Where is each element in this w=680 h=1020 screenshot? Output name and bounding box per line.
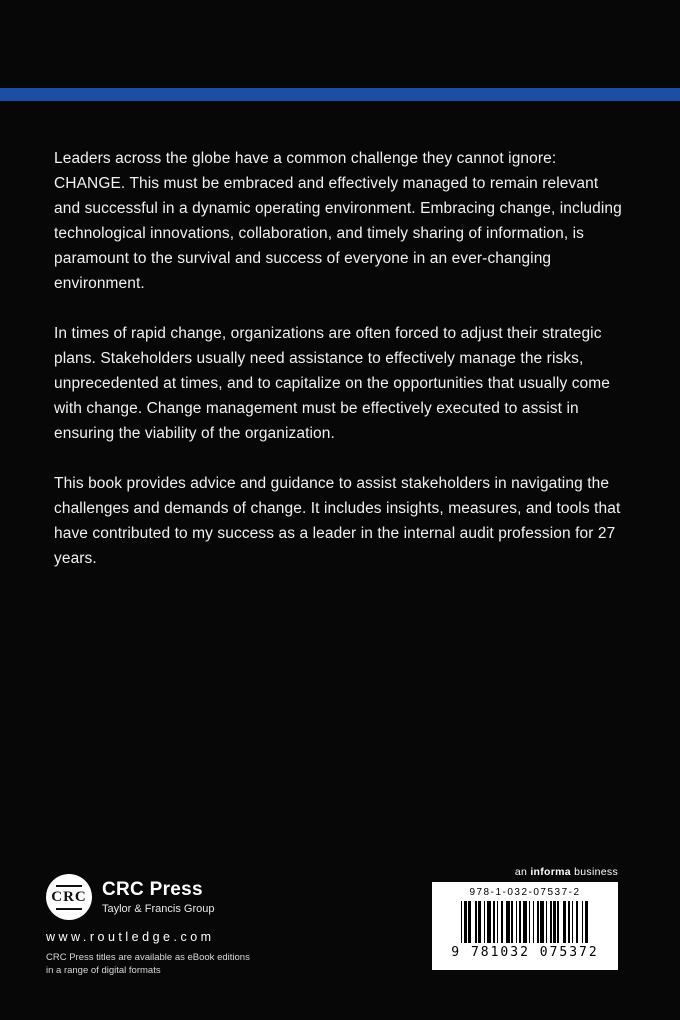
crc-press-logo-icon <box>46 874 92 920</box>
publisher-tagline: Taylor & Francis Group <box>102 902 215 915</box>
isbn-number: 978-1-032-07537-2 <box>469 887 581 898</box>
publisher-block <box>46 874 306 978</box>
logo-rule-top <box>56 885 82 887</box>
isbn-barcode <box>432 882 618 970</box>
ebook-note-line-1: CRC Press titles are available as eBook editions <box>46 952 250 963</box>
informa-business-line <box>515 866 618 878</box>
back-cover-blurb <box>54 146 628 596</box>
ebook-note-line-2: in a range of digital formats <box>46 964 161 976</box>
barcode-bars <box>441 901 609 943</box>
blurb-paragraph-1: Leaders across the globe have a common challenge they cannot ignore: CHANGE. This must be embraced and effectively managed to remain relevant and successful in a dynamic operating environment. Embracing change, including technological innovations, collaboration, and timely sharing of information, is paramount to the survival and success of everyone in an ever-changing environment. <box>54 150 622 292</box>
logo-text: CRC <box>51 888 87 905</box>
publisher-website: www.routledge.com <box>46 930 215 944</box>
publisher-names <box>102 879 214 915</box>
publisher-name: CRC Press <box>102 878 203 900</box>
informa-brand: informa <box>530 866 571 878</box>
informa-suffix: business <box>570 866 618 878</box>
blurb-paragraph-3: This book provides advice and guidance to assist stakeholders in navigating the challenges and demands of change. It includes insights, measures, and tools that have contributed to my success as a leader in the internal audit profession for 27 years. <box>54 475 621 567</box>
barcode-digits: 9 781032 075372 <box>451 945 599 960</box>
informa-prefix: an <box>514 866 531 878</box>
blurb-paragraph-2: In times of rapid change, organizations are often forced to adjust their strategic plans. Stakeholders usually need assistance to effectively manage the risks, unprecedented at times, and to capitalize on the opportunities that usually come with change. Change management must be effectively executed to assist in ensuring the viability of the organization. <box>54 325 611 442</box>
publisher-logo-row <box>46 874 306 920</box>
logo-rule-bottom <box>56 908 82 910</box>
accent-stripe <box>0 88 680 101</box>
ebook-availability-note <box>46 952 306 978</box>
